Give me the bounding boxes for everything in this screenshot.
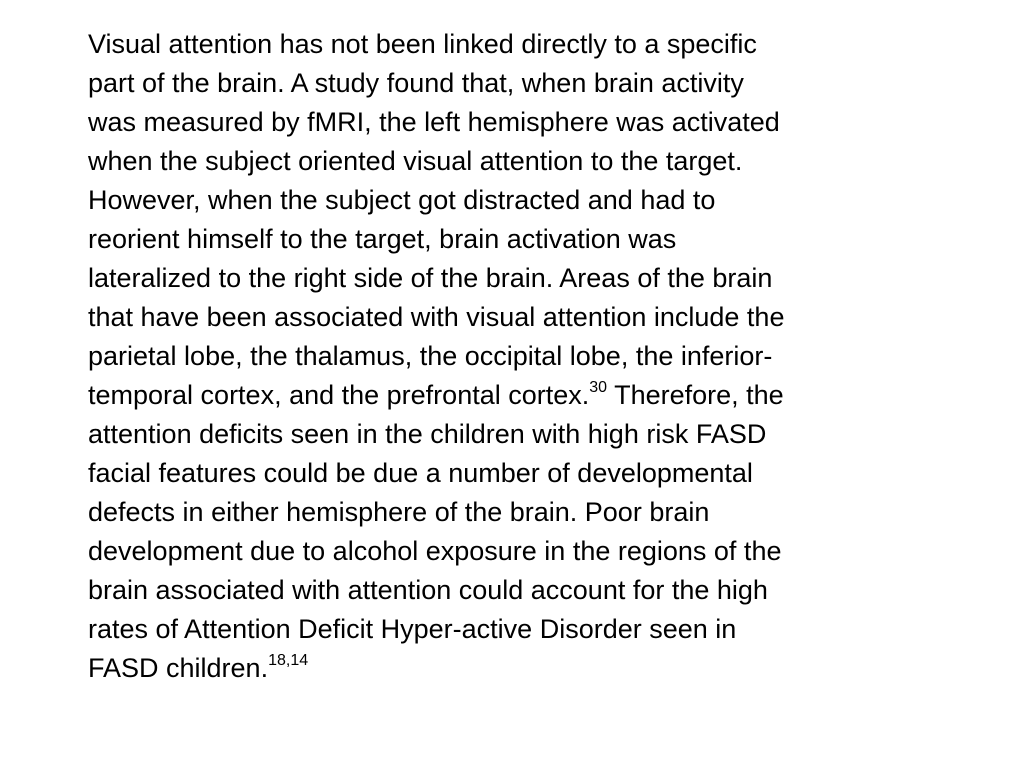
text-line-2: part of the brain. A study found that, when brain activity — [88, 68, 744, 98]
text-line-7: lateralized to the right side of the brain. Areas of the brain — [88, 263, 773, 293]
citation-superscript: 30 — [589, 379, 608, 396]
text-line-4: when the subject oriented visual attention to the target. — [88, 146, 743, 176]
text-line-3: was measured by fMRI, the left hemisphere was activated — [88, 107, 780, 137]
body-paragraph — [88, 25, 948, 688]
text-line-6: reorient himself to the target, brain activation was — [88, 224, 677, 254]
text-line-10-start: temporal cortex, and the prefrontal cortex. — [88, 380, 590, 410]
text-line-17 — [88, 649, 948, 688]
text-line-12: facial features could be due a number of developmental — [88, 458, 753, 488]
text-line-11: attention deficits seen in the children with high risk FASD — [88, 419, 767, 449]
text-line-10 — [88, 376, 948, 415]
text-line-1: Visual attention has not been linked directly to a specific — [88, 29, 757, 59]
text-line-14: development due to alcohol exposure in the regions of the — [88, 536, 782, 566]
text-line-9: parietal lobe, the thalamus, the occipital lobe, the inferior- — [88, 341, 773, 371]
citation-superscript: 18,14 — [268, 652, 309, 669]
text-line-17-text: FASD children. — [88, 653, 269, 683]
text-line-13: defects in either hemisphere of the brain. Poor brain — [88, 497, 710, 527]
text-line-8: that have been associated with visual attention include the — [88, 302, 785, 332]
text-line-16: rates of Attention Deficit Hyper-active Disorder seen in — [88, 614, 737, 644]
text-line-15: brain associated with attention could account for the high — [88, 575, 768, 605]
text-line-10-end: Therefore, the — [607, 380, 784, 410]
text-line-5: However, when the subject got distracted and had to — [88, 185, 716, 215]
